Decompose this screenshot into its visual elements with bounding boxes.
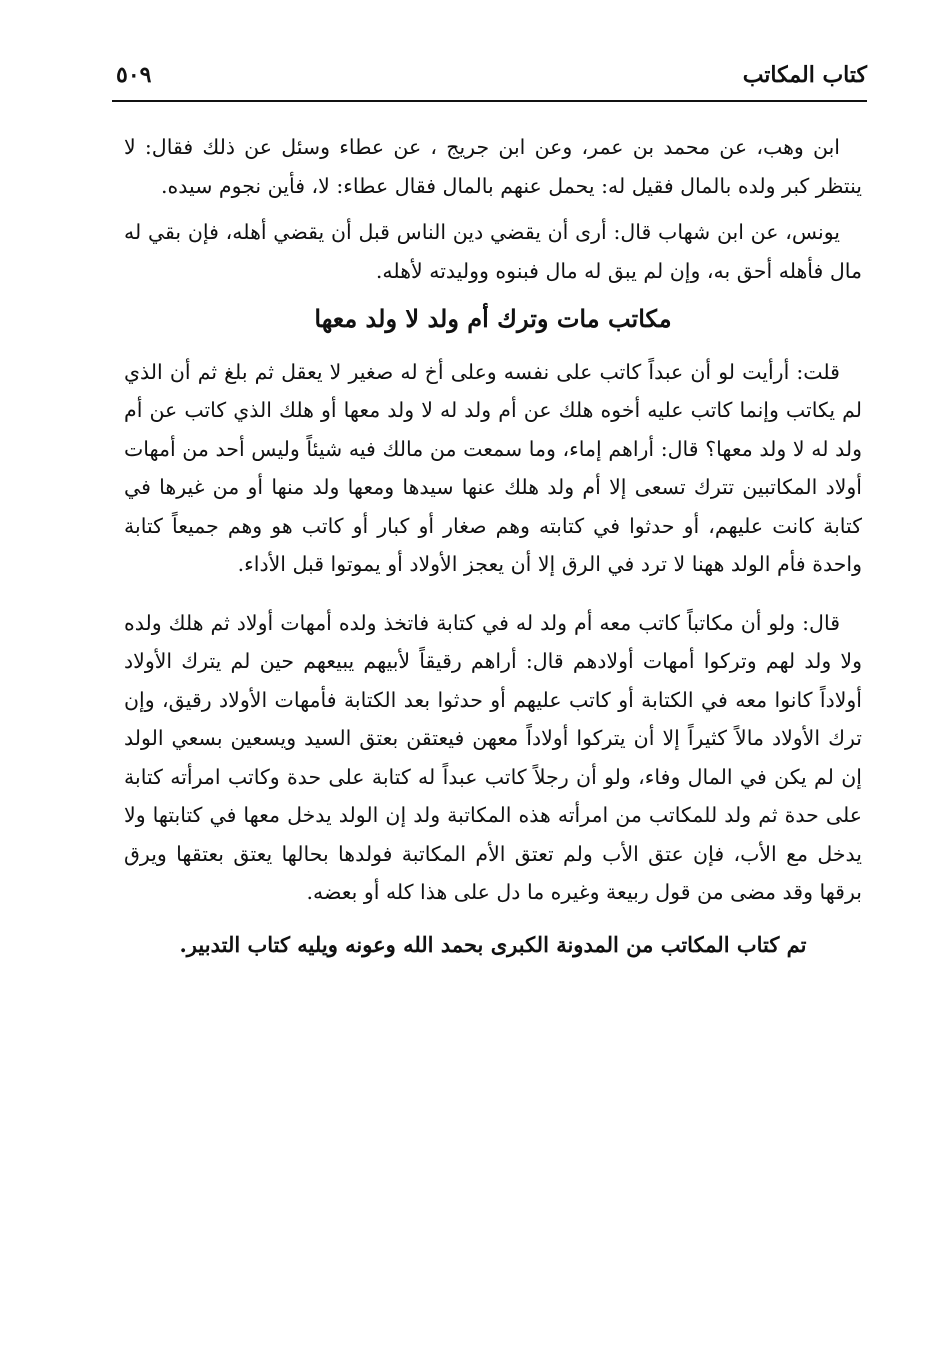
closing-line: تم كتاب المكاتب من المدونة الكبرى بحمد الله وعونه ويليه كتاب التدبير. xyxy=(179,931,807,957)
paragraph-qultu: قلت: أرأيت لو أن عبداً كاتب على نفسه وعلى أخ له صغير لا يعقل ثم بلغ ثم أن الذي لم يكاتب وإنما كاتب عليه أخوه هلك عن أم ولد له لا ولد معها أو هلك الذي كاتب عن أم ولد له لا ولد معها؟ قال: أراهم إماء، وما سمعت من مالك فيه شيئاً وليس أحد من أمهات أولاد المكاتبين تترك تسعى إلا أم ولد هلك عنها سيدها ومعها ولد منها أو من غيرها في كتابة كانت عليهم، أو حدثوا في كتابته وهم صغار أو كبار أو كاتب هو وهم جميعاً كتابة واحدة فأم الولد ههنا لا ترد في الرق إلا أن يعجز الأولاد أو يموتوا قبل الأداء. xyxy=(124,359,862,576)
paragraph-qala: قال: ولو أن مكاتباً كاتب معه أم ولد له في كتابة فاتخذ ولده أمهات أولاد ثم هلك ولده ولا ولد لهم وتركوا أمهات أولادهم قال: أراهم رقيقاً لأبيهم يبيعهم حين لم يترك الأولاد أولاداً كانوا معه في الكتابة أو كاتب عليهم أو حدثوا بعد الكتابة فأمهات الأولاد رقيق، وإن ترك الأولاد مالاً كثيراً إلا أن يتركوا أولاداً معهن فيعتقن بعتق السيد ويسعين بسعي الولد إن لم يكن في المال وفاء، ولو أن رجلاً كاتب عبداً له كتابة على حدة وكاتب امرأته كتابة على حدة ثم ولد للمكاتب من امرأته هذه المكاتبة ولد إن الولد يدخل معها في كتابتها ولا يدخل مع الأب، فإن عتق الأب ولم تعتق الأم المكاتبة فولدها بحالها يعتق بعتقها ويرق برقها وقد مضى من قول ربيعة وغيره ما دل على هذا كله أو بعضه. xyxy=(124,610,862,904)
section-heading: مكاتب مات وترك أم ولد لا ولد معها xyxy=(314,304,672,333)
page-body xyxy=(124,128,862,964)
page-number: ٥٠٩ xyxy=(116,62,152,88)
running-title: كتاب المكاتب xyxy=(742,62,867,88)
paragraph-ibn-wahb: ابن وهب، عن محمد بن عمر، وعن ابن جريج ، عن عطاء وسئل عن ذلك فقال: لا ينتظر كبر ولده بالمال فقيل له: يحمل عنهم بالمال فقال عطاء: لا، فأين نجوم سيده. xyxy=(124,135,862,198)
paragraph-yunus: يونس، عن ابن شهاب قال: أرى أن يقضي دين الناس قبل أن يقضي أهله، فإن بقي له مال فأهله أحق به، وإن لم يبق له مال فبنوه ووليدته لأهله. xyxy=(124,220,862,283)
page-header xyxy=(112,60,867,102)
